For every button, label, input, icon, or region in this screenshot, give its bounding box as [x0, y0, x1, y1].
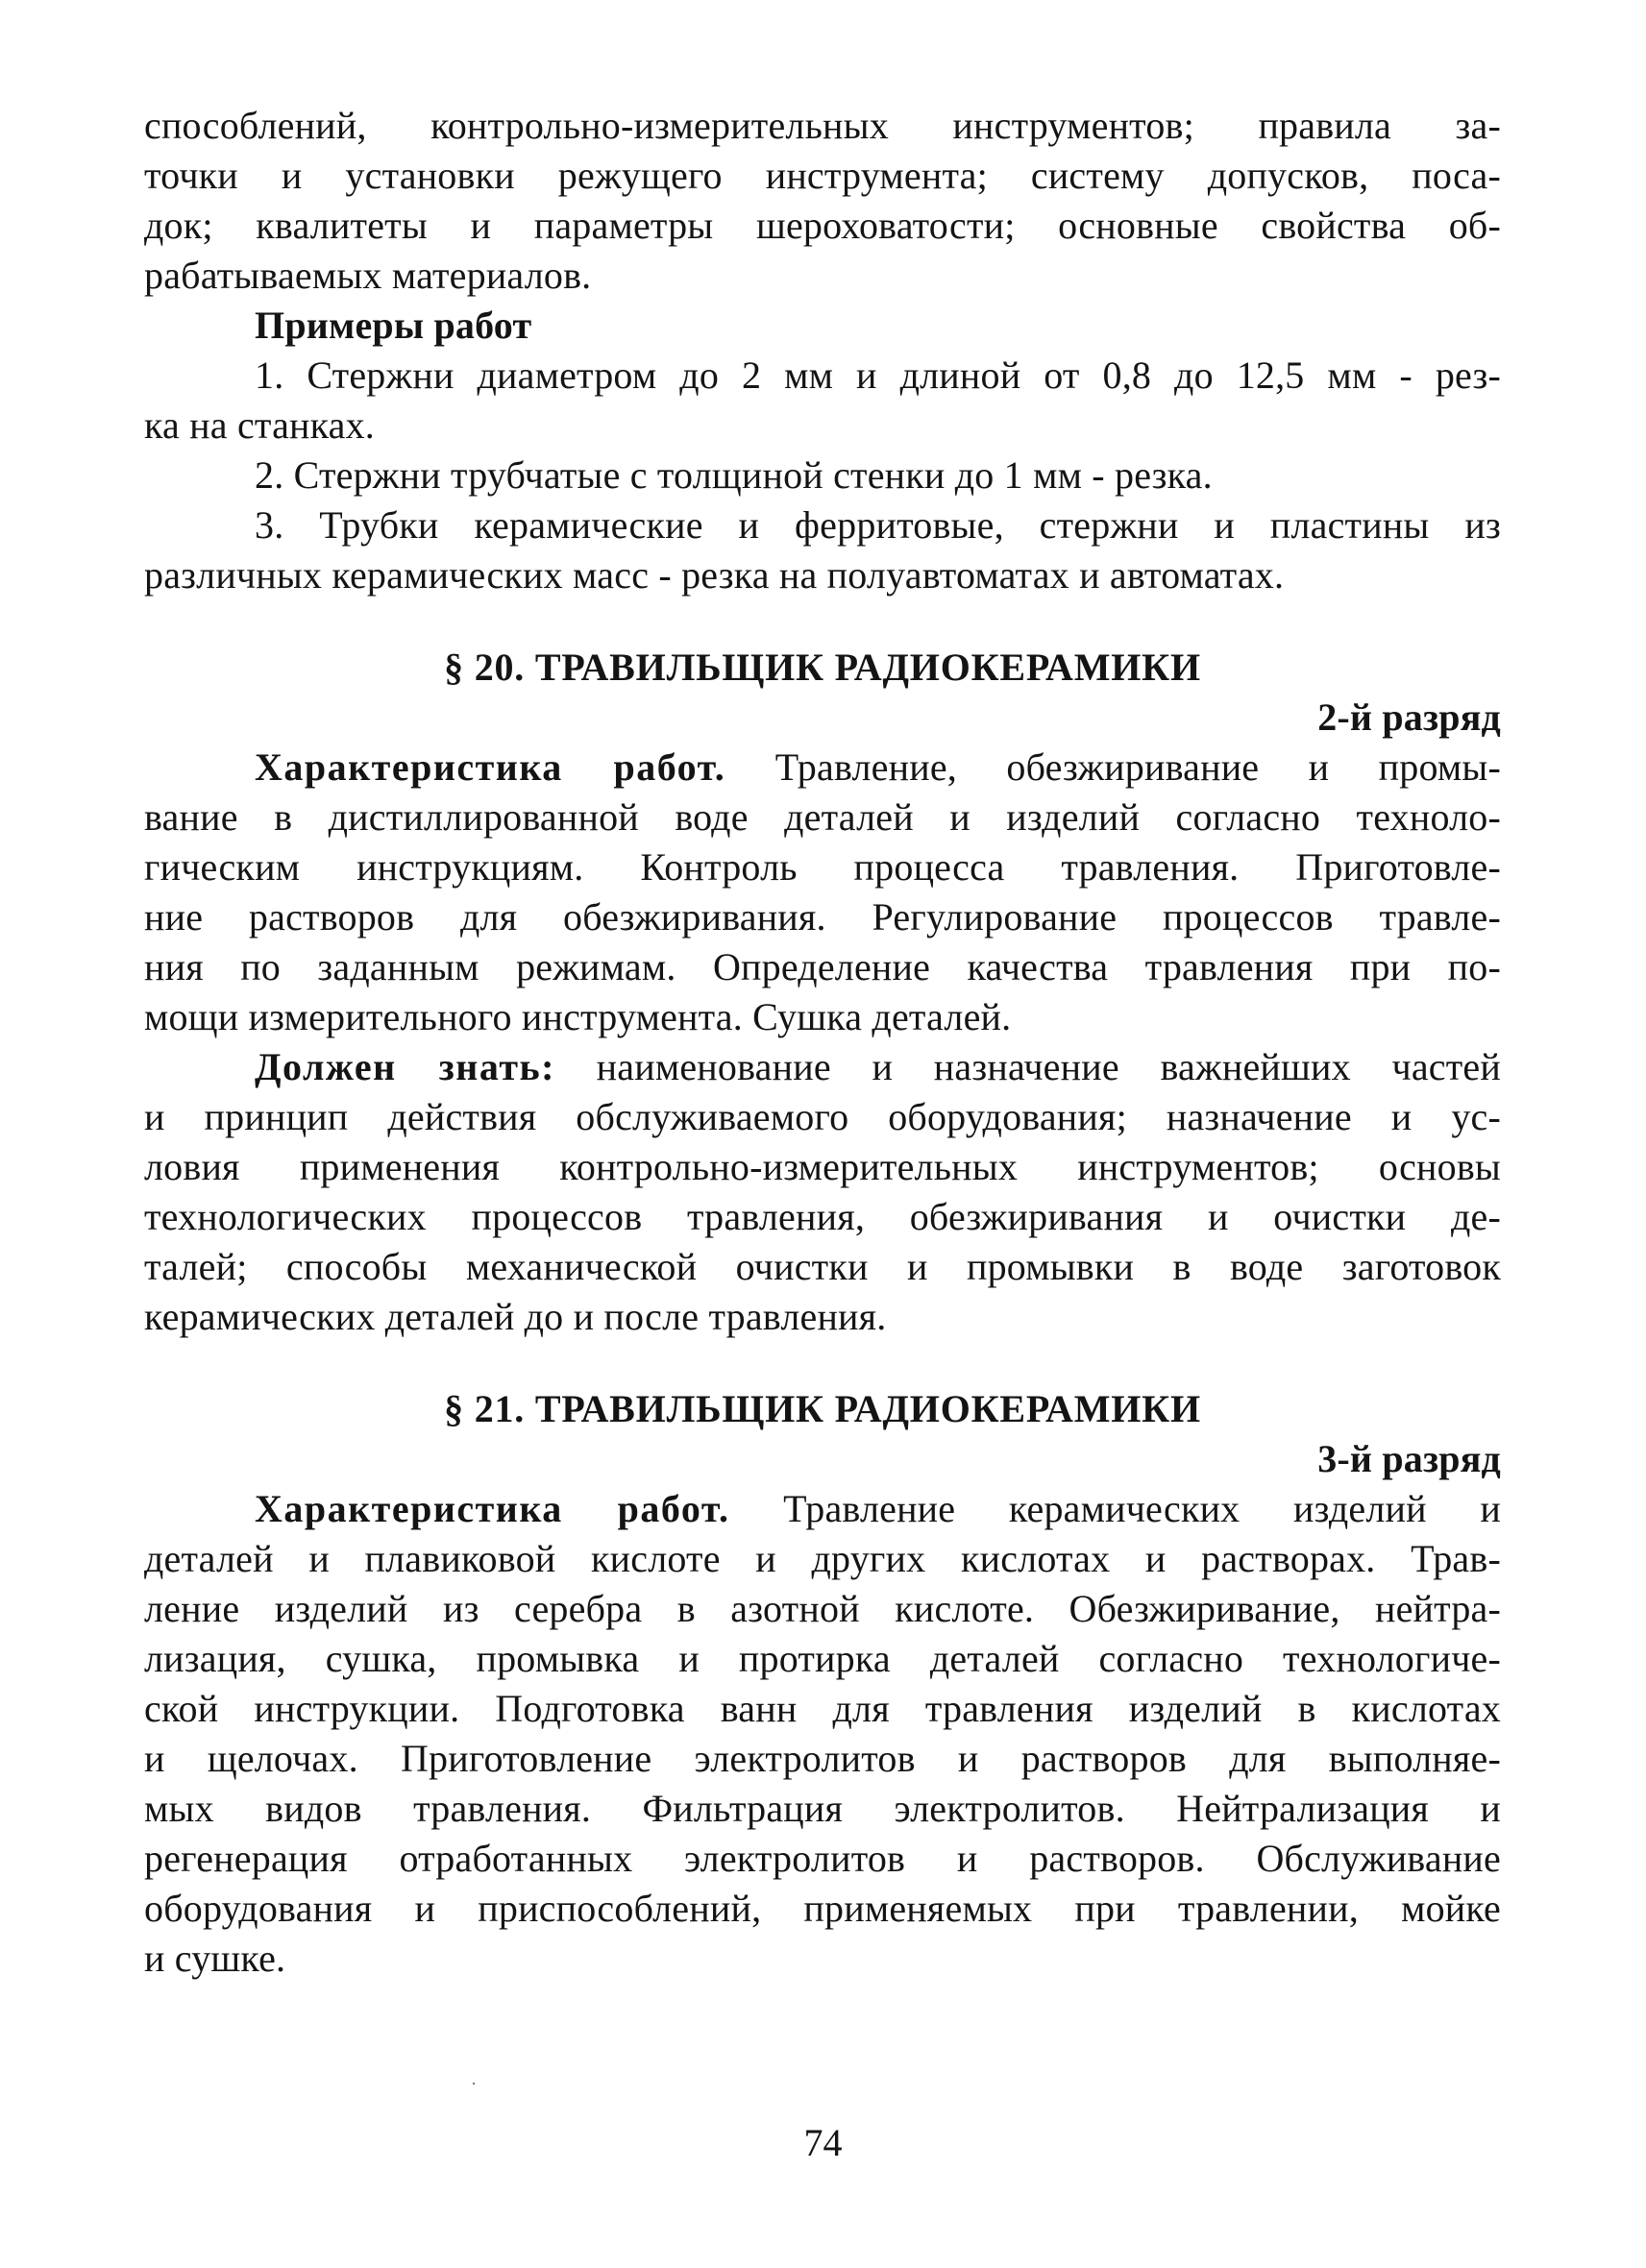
knowledge-text: наименование и назначение важнейших частей [596, 1045, 1501, 1088]
section-21-work-line: лизация, сушка, промывка и протирка деталей согласно технологиче- [144, 1637, 1501, 1680]
section-21-grade: 3-й разряд [1317, 1437, 1501, 1480]
section-20-work-line: гическим инструкциям. Контроль процесса травления. Приготовле- [144, 845, 1501, 889]
scan-speck [473, 2083, 475, 2085]
work-text: Травление керамических изделий и [783, 1487, 1501, 1530]
intro-line: док; квалитеты и параметры шероховатости; основные свойства об- [144, 204, 1501, 247]
section-21 [144, 1384, 1501, 1984]
example-item-3-line: 3. Трубки керамические и ферритовые, стержни и пластины из [255, 503, 1501, 547]
section-21-work-line: мых видов травления. Фильтрация электролитов. Нейтрализация и [144, 1787, 1501, 1830]
section-20-title: § 20. ТРАВИЛЬЩИК РАДИОКЕРАМИКИ [444, 646, 1201, 689]
section-21-work-line: регенерация отработанных электролитов и растворов. Обслуживание [144, 1837, 1501, 1880]
section-20-knowledge-line: талей; способы механической очистки и промывки в воде заготовок [144, 1245, 1501, 1288]
section-20-work-line: вание в дистиллированной воде деталей и изделий согласно техноло- [144, 795, 1501, 839]
section-21-work-line: оборудования и приспособлений, применяемых при травлении, мойке [144, 1887, 1501, 1930]
work-text: Травление, обезжиривание и промы- [774, 745, 1501, 789]
section-21-work-line: деталей и плавиковой кислоте и других кислотах и растворах. Трав- [144, 1537, 1501, 1580]
example-item-1-line: 1. Стержни диаметром до 2 мм и длиной от 0,8 до 12,5 мм - рез- [255, 354, 1501, 397]
document-page [144, 101, 1501, 1984]
section-21-work-line: и щелочах. Приготовление электролитов и растворов для выполняе- [144, 1737, 1501, 1780]
intro-line: рабатываемых материалов. [144, 254, 592, 297]
example-item-1-line: ка на станках. [144, 403, 376, 447]
intro-line: способлений, контрольно-измерительных инструментов; правила за- [144, 104, 1501, 147]
section-20-knowledge-first-line [144, 1042, 1501, 1092]
section-21-title: § 21. ТРАВИЛЬЩИК РАДИОКЕРАМИКИ [444, 1387, 1201, 1430]
section-21-work-line: и сушке. [144, 1937, 286, 1980]
section-20-grade: 2-й разряд [1317, 695, 1501, 739]
section-20-knowledge-line: технологических процессов травления, обезжиривания и очистки де- [144, 1195, 1501, 1238]
intro-paragraph [144, 101, 1501, 301]
page-number: 74 [803, 2121, 843, 2164]
examples-heading: Примеры работ [255, 304, 532, 347]
section-20-work-first-line [144, 743, 1501, 793]
section-20-work-line: мощи измерительного инструмента. Сушка деталей. [144, 995, 1012, 1038]
section-20-work-line: ние растворов для обезжиривания. Регулирование процессов травле- [144, 895, 1501, 939]
example-item-3-line: различных керамических масс - резка на полуавтоматах и автоматах. [144, 553, 1285, 597]
examples-block [144, 301, 1501, 600]
section-20-knowledge-line: ловия применения контрольно-измерительных инструментов; основы [144, 1145, 1501, 1188]
intro-line: точки и установки режущего инструмента; систему допусков, поса- [144, 154, 1501, 197]
section-21-work-first-line [144, 1484, 1501, 1534]
section-20-work-line: ния по заданным режимам. Определение качества травления при по- [144, 945, 1501, 988]
section-20-knowledge-line: и принцип действия обслуживаемого оборудования; назначение и ус- [144, 1095, 1501, 1138]
section-20-knowledge-line: керамических деталей до и после травления. [144, 1295, 887, 1338]
work-label: Характеристика работ. [255, 1487, 730, 1530]
section-21-work-line: ской инструкции. Подготовка ванн для травления изделий в кислотах [144, 1687, 1501, 1730]
example-item-2-line: 2. Стержни трубчатые с толщиной стенки до 1 мм - резка. [255, 453, 1213, 497]
section-21-work-line: ление изделий из серебра в азотной кислоте. Обезжиривание, нейтра- [144, 1587, 1501, 1630]
section-20 [144, 643, 1501, 1342]
work-label: Характеристика работ. [255, 745, 726, 789]
knowledge-label: Должен знать: [255, 1045, 555, 1088]
